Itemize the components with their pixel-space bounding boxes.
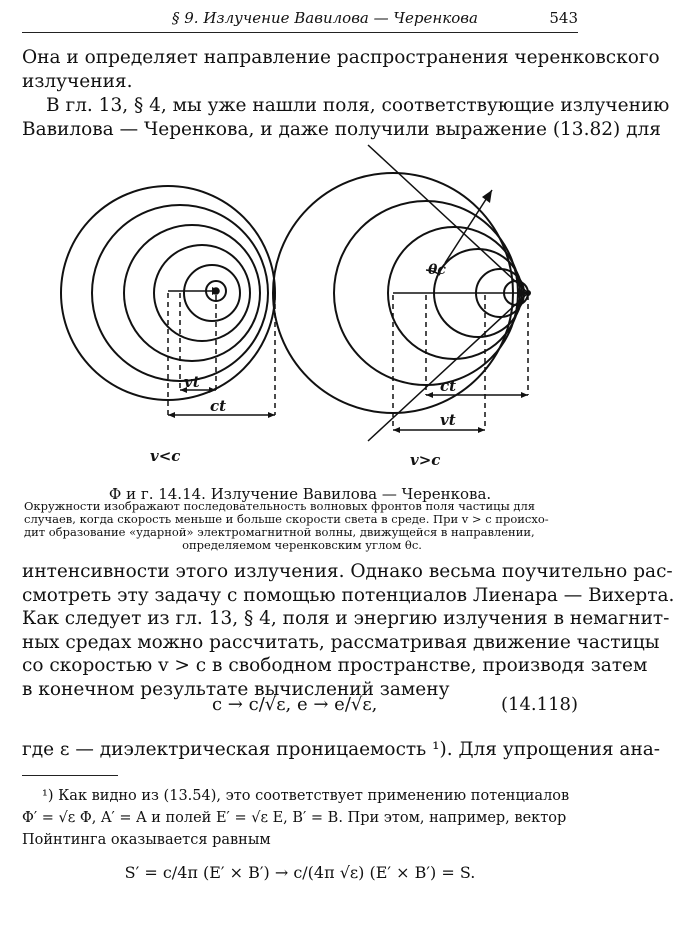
text-line: в конечном результате вычислений замену bbox=[22, 678, 450, 700]
equation-body: c → c/√ε, e → e/√ε, bbox=[212, 694, 378, 715]
equation-14-118 bbox=[22, 682, 578, 728]
footnote-rule bbox=[22, 775, 118, 776]
vt-label-left: vt bbox=[184, 373, 200, 391]
footnote bbox=[22, 785, 578, 851]
paragraph-3 bbox=[22, 560, 674, 701]
text-line: смотреть эту задачу с помощью потенциалов Лиенара — Вихерта. bbox=[22, 584, 674, 606]
running-title: § 9. Излучение Вавилова — Черенкова bbox=[172, 9, 478, 27]
figure-14-14 bbox=[140, 145, 580, 475]
paragraph-1 bbox=[22, 46, 660, 93]
wavefront-diagram bbox=[140, 145, 580, 475]
caption-line: дит образование «ударной» электромагнитной волны, движущейся в направлении, bbox=[24, 525, 535, 539]
running-head bbox=[22, 6, 578, 33]
footnote-equation: S′ = c/4π (E′ × B′) → c/(4π √ε) (E′ × B′) = S. bbox=[124, 863, 476, 882]
text-line: интенсивности этого излучения. Однако весьма поучительно рас- bbox=[22, 561, 673, 582]
caption-line: Окружности изображают последовательность волновых фронтов поля частицы для bbox=[24, 499, 536, 513]
paragraph-4 bbox=[22, 738, 661, 762]
text-line: В гл. 13, § 4, мы уже нашли поля, соответствующие излучению bbox=[46, 95, 670, 116]
text-line: где ε — диэлектрическая проницаемость ¹). Для упрощения ана- bbox=[22, 739, 661, 760]
footnote-line: ¹) Как видно из (13.54), это соответствует применению потенциалов bbox=[42, 788, 570, 804]
footnote-line: Пойнтинга оказывается равным bbox=[22, 832, 271, 848]
text-line: Как следует из гл. 13, § 4, поля и энергию излучения в немагнит- bbox=[22, 608, 670, 629]
text-line: со скоростью v > c в свободном пространстве, производя затем bbox=[22, 655, 648, 676]
figure-caption-title: Ф и г. 14.14. Излучение Вавилова — Черенкова. bbox=[108, 485, 492, 503]
caption-line: случаев, когда скорость меньше и больше скорости света в среде. При v > c происхо- bbox=[24, 512, 549, 526]
caption-line: определяемом черенковским углом θc. bbox=[182, 538, 422, 552]
text-line: ных средах можно рассчитать, рассматривая движение частицы bbox=[22, 631, 660, 653]
theta-c-label: θc bbox=[428, 262, 446, 278]
label-v-less-c: v<c bbox=[150, 447, 181, 465]
label-v-greater-c: v>c bbox=[410, 451, 441, 469]
text-line: Она и определяет направление распространения черенковского bbox=[22, 47, 660, 68]
vt-label-right: vt bbox=[440, 411, 456, 429]
text-line: Вавилова — Черенкова, и даже получили выражение (13.82) для bbox=[22, 118, 661, 140]
paragraph-2 bbox=[22, 94, 670, 141]
ct-label-left: ct bbox=[210, 397, 227, 415]
figure-caption-body bbox=[24, 500, 580, 552]
equation-number: (14.118) bbox=[500, 694, 578, 715]
ct-label-right: ct bbox=[440, 377, 457, 395]
footnote-line: Φ′ = √ε Φ, A′ = A и полей E′ = √ε E, B′ = B. При этом, например, вектор bbox=[22, 810, 567, 826]
text-line: излучения. bbox=[22, 70, 133, 92]
page-number: 543 bbox=[549, 9, 578, 27]
